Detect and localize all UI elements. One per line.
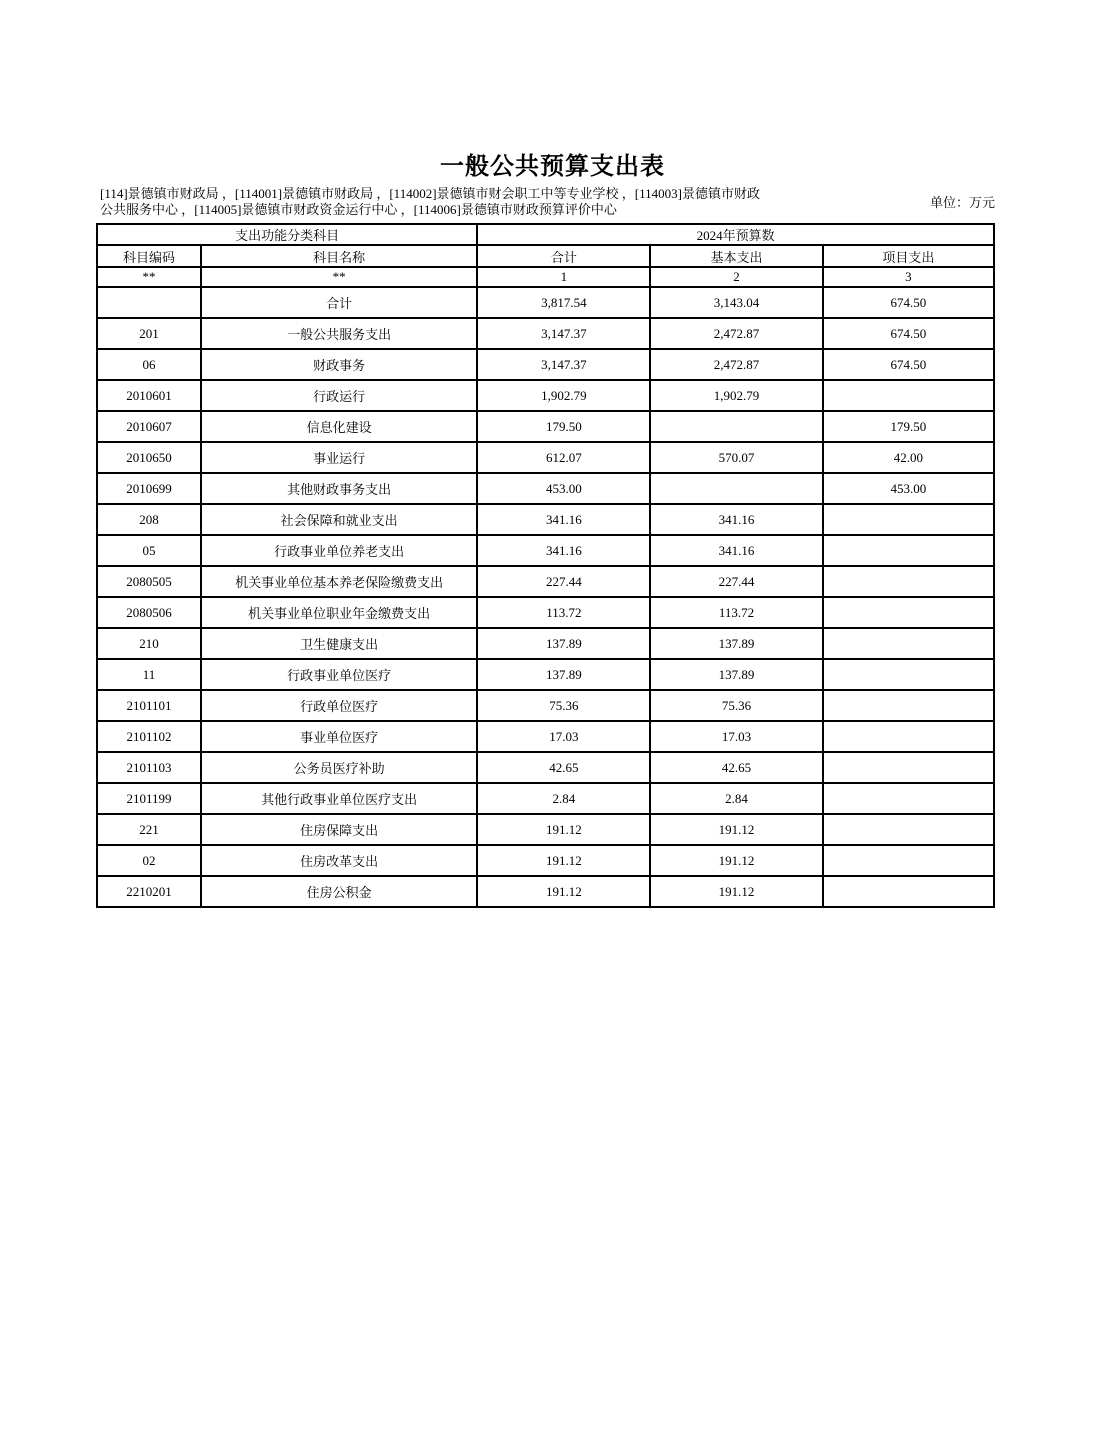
cell-subject-code: 201 — [97, 318, 201, 349]
cell-project-expense — [823, 504, 994, 535]
cell-total: 227.44 — [477, 566, 650, 597]
cell-project-expense: 42.00 — [823, 442, 994, 473]
subtitle-block — [100, 186, 995, 217]
table-row — [97, 814, 994, 845]
index-row — [97, 267, 994, 287]
cell-project-expense — [823, 690, 994, 721]
cell-subject-code: 2010699 — [97, 473, 201, 504]
table-row — [97, 752, 994, 783]
cell-subject-name: 机关事业单位基本养老保险缴费支出 — [201, 566, 477, 597]
cell-basic-expense: 191.12 — [650, 876, 822, 907]
cell-total: 17.03 — [477, 721, 650, 752]
cell-total: 453.00 — [477, 473, 650, 504]
cell-basic-expense: 137.89 — [650, 659, 822, 690]
index-cell-project: 3 — [823, 267, 994, 287]
cell-subject-code: 2080506 — [97, 597, 201, 628]
cell-total: 341.16 — [477, 504, 650, 535]
cell-basic-expense: 137.89 — [650, 628, 822, 659]
cell-subject-name: 公务员医疗补助 — [201, 752, 477, 783]
cell-subject-code: 2010601 — [97, 380, 201, 411]
cell-subject-name: 行政事业单位医疗 — [201, 659, 477, 690]
cell-subject-name: 行政单位医疗 — [201, 690, 477, 721]
cell-project-expense — [823, 628, 994, 659]
table-row — [97, 349, 994, 380]
group-header-right: 2024年预算数 — [477, 224, 994, 245]
cell-subject-name: 事业运行 — [201, 442, 477, 473]
cell-subject-code: 2101103 — [97, 752, 201, 783]
cell-subject-code — [97, 287, 201, 318]
cell-total: 3,817.54 — [477, 287, 650, 318]
cell-subject-name: 社会保障和就业支出 — [201, 504, 477, 535]
cell-basic-expense: 3,143.04 — [650, 287, 822, 318]
cell-subject-code: 06 — [97, 349, 201, 380]
cell-project-expense — [823, 380, 994, 411]
cell-total: 341.16 — [477, 535, 650, 566]
cell-basic-expense: 2,472.87 — [650, 349, 822, 380]
cell-basic-expense: 341.16 — [650, 535, 822, 566]
cell-total: 137.89 — [477, 659, 650, 690]
cell-basic-expense: 570.07 — [650, 442, 822, 473]
org-list-line2: 公共服务中心 ，[114005]景德镇市财政资金运行中心 ，[114006]景德镇市财政预算评价中心 — [100, 201, 617, 217]
col-header-total: 合计 — [477, 245, 650, 267]
cell-subject-name: 一般公共服务支出 — [201, 318, 477, 349]
cell-subject-code: 11 — [97, 659, 201, 690]
cell-subject-code: 2080505 — [97, 566, 201, 597]
cell-project-expense: 674.50 — [823, 287, 994, 318]
cell-project-expense — [823, 566, 994, 597]
table-row — [97, 504, 994, 535]
cell-subject-name: 事业单位医疗 — [201, 721, 477, 752]
cell-subject-code: 02 — [97, 845, 201, 876]
cell-project-expense: 179.50 — [823, 411, 994, 442]
cell-basic-expense: 2.84 — [650, 783, 822, 814]
cell-subject-name: 住房公积金 — [201, 876, 477, 907]
cell-basic-expense: 341.16 — [650, 504, 822, 535]
table-body — [97, 287, 994, 907]
cell-total: 612.07 — [477, 442, 650, 473]
table-row — [97, 535, 994, 566]
cell-project-expense — [823, 721, 994, 752]
budget-table — [96, 223, 995, 908]
table-row — [97, 876, 994, 907]
cell-basic-expense: 191.12 — [650, 814, 822, 845]
cell-total: 3,147.37 — [477, 349, 650, 380]
cell-basic-expense: 191.12 — [650, 845, 822, 876]
cell-subject-name: 行政运行 — [201, 380, 477, 411]
col-header-project: 项目支出 — [823, 245, 994, 267]
table-row — [97, 597, 994, 628]
table-row — [97, 287, 994, 318]
table-row — [97, 566, 994, 597]
cell-basic-expense: 227.44 — [650, 566, 822, 597]
unit-label: 单位：万元 — [929, 195, 995, 210]
cell-subject-code: 2101101 — [97, 690, 201, 721]
cell-total: 1,902.79 — [477, 380, 650, 411]
cell-basic-expense: 42.65 — [650, 752, 822, 783]
index-cell-name: ** — [201, 267, 477, 287]
cell-project-expense — [823, 752, 994, 783]
cell-total: 179.50 — [477, 411, 650, 442]
column-header-row — [97, 245, 994, 267]
cell-total: 137.89 — [477, 628, 650, 659]
table-row — [97, 721, 994, 752]
cell-subject-code: 2010650 — [97, 442, 201, 473]
cell-project-expense — [823, 535, 994, 566]
cell-subject-name: 卫生健康支出 — [201, 628, 477, 659]
cell-basic-expense: 113.72 — [650, 597, 822, 628]
table-row — [97, 411, 994, 442]
cell-total: 42.65 — [477, 752, 650, 783]
cell-subject-name: 住房保障支出 — [201, 814, 477, 845]
cell-subject-name: 信息化建设 — [201, 411, 477, 442]
cell-subject-code: 210 — [97, 628, 201, 659]
cell-basic-expense: 2,472.87 — [650, 318, 822, 349]
cell-subject-name: 其他行政事业单位医疗支出 — [201, 783, 477, 814]
cell-project-expense — [823, 783, 994, 814]
cell-subject-code: 2101102 — [97, 721, 201, 752]
table-row — [97, 845, 994, 876]
cell-total: 2.84 — [477, 783, 650, 814]
cell-subject-name: 行政事业单位养老支出 — [201, 535, 477, 566]
cell-subject-code: 05 — [97, 535, 201, 566]
cell-subject-name: 合计 — [201, 287, 477, 318]
table-row — [97, 473, 994, 504]
cell-total: 191.12 — [477, 845, 650, 876]
cell-total: 191.12 — [477, 876, 650, 907]
cell-subject-name: 住房改革支出 — [201, 845, 477, 876]
table-row — [97, 783, 994, 814]
cell-subject-code: 2210201 — [97, 876, 201, 907]
group-header-left: 支出功能分类科目 — [97, 224, 477, 245]
cell-project-expense — [823, 876, 994, 907]
cell-project-expense — [823, 597, 994, 628]
table-row — [97, 690, 994, 721]
cell-project-expense: 674.50 — [823, 318, 994, 349]
cell-total: 75.36 — [477, 690, 650, 721]
cell-total: 3,147.37 — [477, 318, 650, 349]
org-list-line1: [114]景德镇市财政局 ，[114001]景德镇市财政局 ，[114002]景德镇市财会职工中等专业学校 ，[114003]景德镇市财政 — [100, 186, 760, 201]
table-row — [97, 659, 994, 690]
index-cell-total: 1 — [477, 267, 650, 287]
cell-total: 113.72 — [477, 597, 650, 628]
cell-project-expense: 453.00 — [823, 473, 994, 504]
cell-basic-expense — [650, 411, 822, 442]
cell-subject-name: 财政事务 — [201, 349, 477, 380]
index-cell-code: ** — [97, 267, 201, 287]
cell-subject-code: 221 — [97, 814, 201, 845]
cell-subject-name: 机关事业单位职业年金缴费支出 — [201, 597, 477, 628]
org-list — [100, 186, 830, 217]
cell-basic-expense: 17.03 — [650, 721, 822, 752]
col-header-code: 科目编码 — [97, 245, 201, 267]
table-header — [97, 224, 994, 287]
col-header-name: 科目名称 — [201, 245, 477, 267]
cell-basic-expense — [650, 473, 822, 504]
cell-basic-expense: 1,902.79 — [650, 380, 822, 411]
cell-total: 191.12 — [477, 814, 650, 845]
group-header-row — [97, 224, 994, 245]
cell-project-expense — [823, 845, 994, 876]
cell-subject-code: 2010607 — [97, 411, 201, 442]
cell-project-expense — [823, 814, 994, 845]
cell-basic-expense: 75.36 — [650, 690, 822, 721]
table-row — [97, 380, 994, 411]
cell-project-expense: 674.50 — [823, 349, 994, 380]
table-row — [97, 318, 994, 349]
cell-subject-name: 其他财政事务支出 — [201, 473, 477, 504]
table-row — [97, 442, 994, 473]
cell-subject-code: 208 — [97, 504, 201, 535]
col-header-basic: 基本支出 — [650, 245, 822, 267]
table-row — [97, 628, 994, 659]
cell-subject-code: 2101199 — [97, 783, 201, 814]
index-cell-basic: 2 — [650, 267, 822, 287]
page-title: 一般公共预算支出表 — [440, 153, 665, 180]
cell-project-expense — [823, 659, 994, 690]
